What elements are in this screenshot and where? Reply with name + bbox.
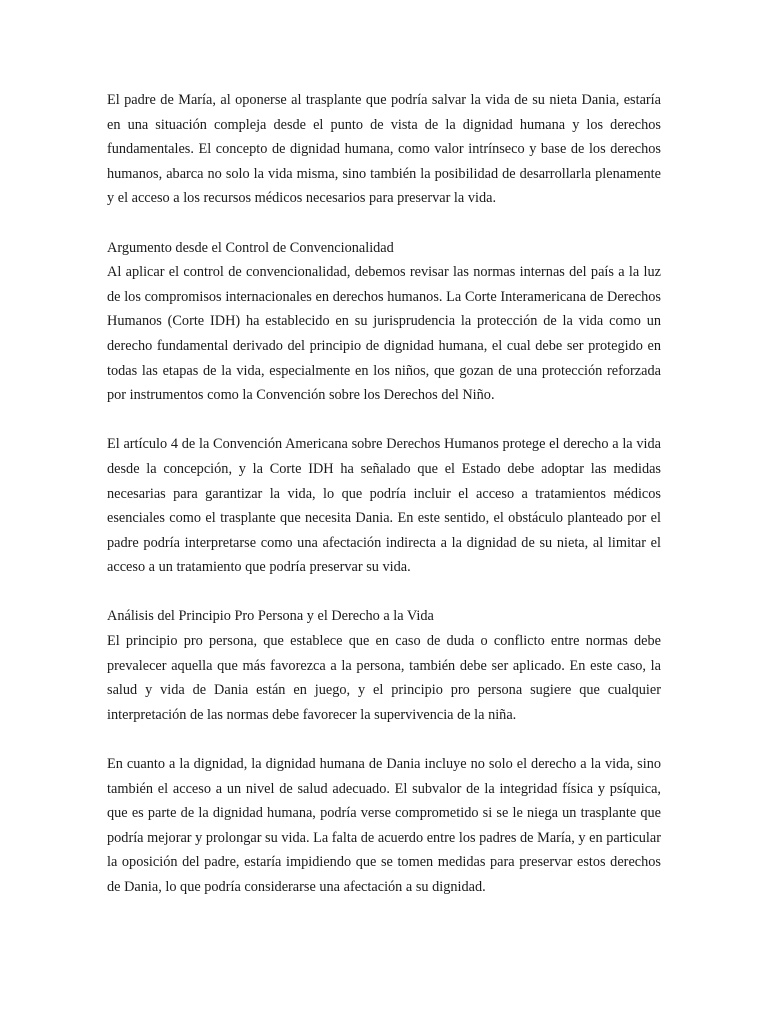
convencionalidad-paragraph: Al aplicar el control de convencionalidad, debemos revisar las normas internas del país a la luz de los compromisos internacionales en derechos humanos. La Corte Interamericana de Derechos Humanos (Corte IDH) ha establecido en su jurisprudencia la protección de la vida como un derecho fundamental derivado del principio de dignidad humana, el cual debe ser protegido en todas las etapas de la vida, especialmente en los niños, que gozan de una protección reforzada por instrumentos como la Convención sobre los Derechos del Niño. xyxy=(107,264,661,404)
articulo-4-paragraph: El artículo 4 de la Convención Americana sobre Derechos Humanos protege el derecho a la vida desde la concepción, y la Corte IDH ha señalado que el Estado debe adoptar las medidas necesarias para garantizar la vida, lo que podría incluir el acceso a tratamientos médicos esenciales como el trasplante que necesita Dania. En este sentido, el obstáculo planteado por el padre podría interpretarse como una afectación indirecta a la dignidad de su nieta, al limitar el acceso a un tratamiento que podría preservar su vida. xyxy=(107,436,661,576)
paragraph-spacer xyxy=(107,408,661,433)
paragraph-spacer xyxy=(107,580,661,605)
paragraph-spacer xyxy=(107,211,661,236)
section-heading-convencionalidad: Argumento desde el Control de Convencionalidad xyxy=(107,239,394,256)
dignidad-paragraph: En cuanto a la dignidad, la dignidad humana de Dania incluye no solo el derecho a la vida, sino también el acceso a un nivel de salud adecuado. El subvalor de la integridad física y psíquica, que es parte de la dignidad humana, podría verse comprometido si se le niega un trasplante que podría mejorar y prolongar su vida. La falta de acuerdo entre los padres de María, y en particular la oposición del padre, estaría impidiendo que se tomen medidas para preservar estos derechos de Dania, lo que podría considerarse una afectación a su dignidad. xyxy=(107,756,661,895)
pro-persona-paragraph: El principio pro persona, que establece que en caso de duda o conflicto entre normas debe prevalecer aquella que más favorezca a la persona, también debe ser aplicado. En este caso, la salud y vida de Dania están en juego, y el principio pro persona sugiere que cualquier interpretación de las normas debe favorecer la supervivencia de la niña. xyxy=(107,633,661,723)
document-body xyxy=(107,88,661,900)
intro-paragraph: El padre de María, al oponerse al trasplante que podría salvar la vida de su nieta Dania, estaría en una situación compleja desde el punto de vista de la dignidad humana y los derechos fundamentales. El concepto de dignidad humana, como valor intrínseco y base de los derechos humanos, abarca no solo la vida misma, sino también la posibilidad de desarrollarla plenamente y el acceso a los recursos médicos necesarios para preservar la vida. xyxy=(107,92,661,207)
section-heading-pro-persona: Análisis del Principio Pro Persona y el Derecho a la Vida xyxy=(107,608,434,625)
paragraph-spacer xyxy=(107,727,661,752)
